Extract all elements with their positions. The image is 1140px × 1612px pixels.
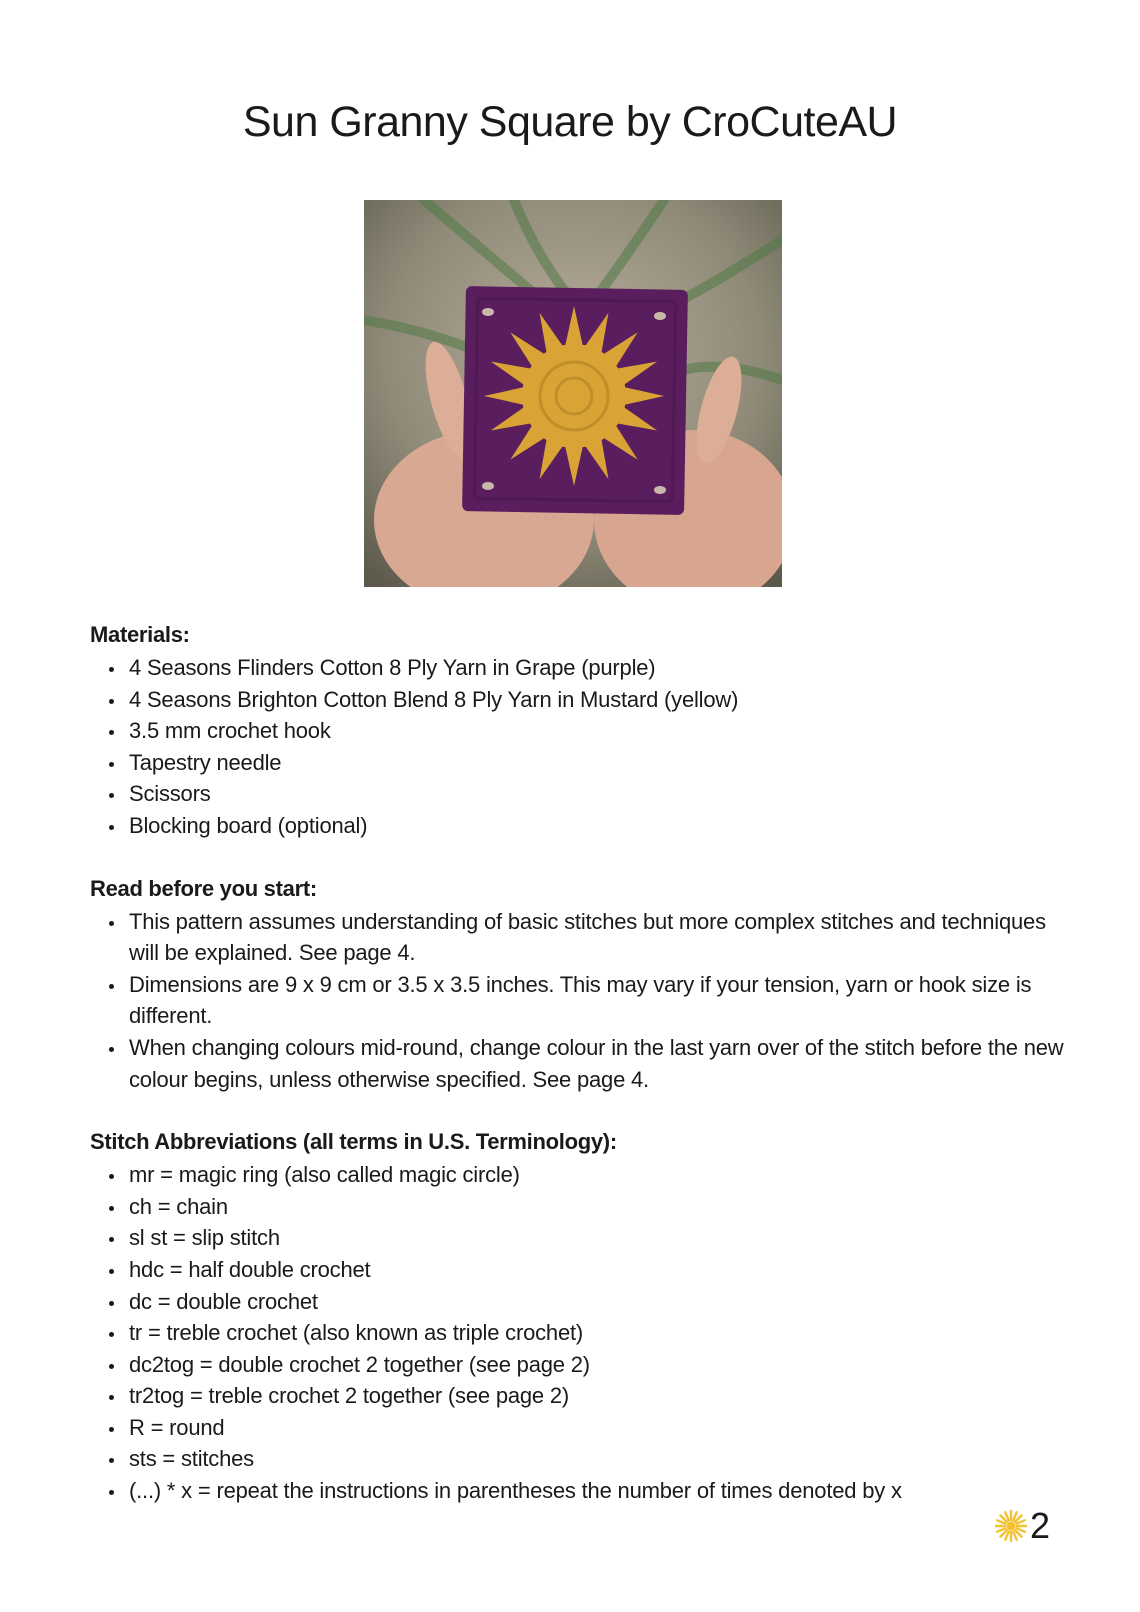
list-item: dc2tog = double crochet 2 together (see page 2) xyxy=(129,1349,1070,1381)
read-before-section xyxy=(90,874,1070,1096)
read-before-heading: Read before you start: xyxy=(90,875,317,901)
list-item: R = round xyxy=(129,1412,1070,1444)
materials-section xyxy=(90,620,1070,842)
list-item: 4 Seasons Brighton Cotton Blend 8 Ply Yarn in Mustard (yellow) xyxy=(129,684,1070,716)
list-item: 3.5 mm crochet hook xyxy=(129,715,1070,747)
page-number-text: 2 xyxy=(1030,1505,1051,1546)
materials-list xyxy=(90,652,1070,842)
list-item: When changing colours mid-round, change colour in the last yarn over of the stitch before the new colour begins, unless otherwise specified. See page 4. xyxy=(129,1032,1070,1095)
list-item: tr = treble crochet (also known as triple crochet) xyxy=(129,1317,1070,1349)
page-number xyxy=(994,1505,1050,1547)
list-item: (...) * x = repeat the instructions in parentheses the number of times denoted by x xyxy=(129,1475,1070,1507)
list-item: hdc = half double crochet xyxy=(129,1254,1070,1286)
list-item: 4 Seasons Flinders Cotton 8 Ply Yarn in Grape (purple) xyxy=(129,652,1070,684)
read-before-list xyxy=(90,906,1070,1096)
list-item: mr = magic ring (also called magic circle) xyxy=(129,1159,1070,1191)
abbreviations-heading: Stitch Abbreviations (all terms in U.S. Terminology): xyxy=(90,1129,617,1155)
list-item: This pattern assumes understanding of basic stitches but more complex stitches and techniques will be explained. See page 4. xyxy=(129,906,1070,969)
list-item: Scissors xyxy=(129,778,1070,810)
list-item: Dimensions are 9 x 9 cm or 3.5 x 3.5 inches. This may vary if your tension, yarn or hook size is different. xyxy=(129,969,1070,1032)
abbreviations-list xyxy=(90,1159,1070,1507)
page-title: Sun Granny Square by CroCuteAU xyxy=(242,98,898,146)
sun-icon xyxy=(994,1509,1028,1543)
list-item: tr2tog = treble crochet 2 together (see page 2) xyxy=(129,1380,1070,1412)
list-item: Blocking board (optional) xyxy=(129,810,1070,842)
list-item: sl st = slip stitch xyxy=(129,1222,1070,1254)
list-item: Tapestry needle xyxy=(129,747,1070,779)
list-item: sts = stitches xyxy=(129,1443,1070,1475)
list-item: dc = double crochet xyxy=(129,1286,1070,1318)
list-item: ch = chain xyxy=(129,1191,1070,1223)
abbreviations-section xyxy=(90,1127,1070,1507)
crochet-sun-granny-square-photo xyxy=(364,200,782,587)
content xyxy=(90,620,1070,1539)
materials-heading: Materials: xyxy=(90,622,190,647)
